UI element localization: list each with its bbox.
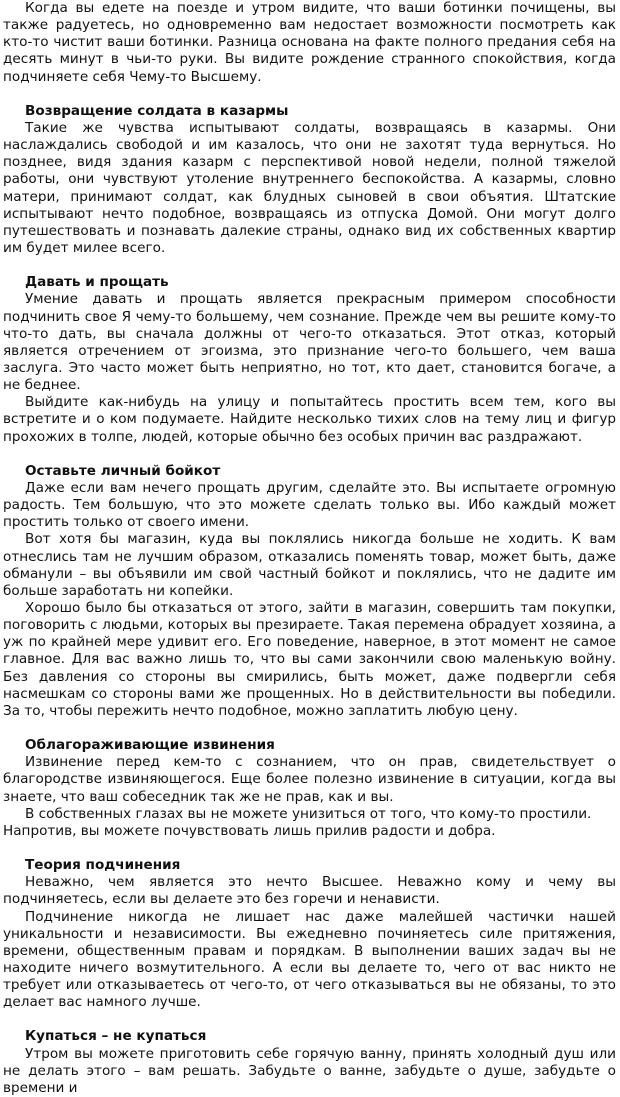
section-spacer [3, 86, 616, 103]
paragraph: Утром вы можете приготовить себе горячую ванну, принять холодный душ или не делать этого – вам решать. Забудьте о ванне, забудьте о душе, забудьте о времени и [3, 1045, 616, 1096]
paragraph: Напротив, вы можете почувствовать лишь прилив радости и добра. [3, 822, 496, 839]
paragraph: Неважно, чем является это нечто Высшее. Неважно кому и чему вы подчиняетесь, если вы делаете это без горечи и ненависти. [3, 874, 616, 908]
paragraph: Умение давать и прощать является прекрасным примером способности подчинить свое Я чему-то большему, чем сознание. Прежде чем вы решите кому-то что-то дать, вы сначала должны от чего-то отказаться. Этот отказ, который является отречением от эгоизма, это признание чего-то большего, чем ваша заслуга. Это часто может быть неприятно, но тот, кто дает, становится богаче, а не беднее. [3, 291, 616, 394]
section-heading: Теория подчинения [25, 857, 181, 874]
paragraph: Выйдите как-нибудь на улицу и попытайтесь простить всем тем, кого вы встретите и о ком подумаете. Найдите несколько тихих слов на тему лиц и фигур прохожих в толпе, людей, которые обычно без особых причин вас раздражают. [3, 394, 616, 445]
section-spacer [3, 840, 616, 857]
paragraph: Когда вы едете на поезде и утром видите, что ваши ботинки почищены, вы также радуетесь, но одновременно вам недостает возможности посмотреть как кто-то чистит ваши ботинки. Разница основана на факте полного предания себя на десять минут в чьи-то руки. Вы видите рождение странного спокойствия, когда подчиняете себя Чему-то Высшему. [3, 0, 616, 85]
section-heading: Давать и прощать [25, 274, 169, 291]
section-spacer [3, 1011, 616, 1028]
paragraph: Такие же чувства испытывают солдаты, возвращаясь в казармы. Они наслаждались свободой и им казалось, что они не захотят туда вернуться. Но позднее, видя здания казарм с перспективой новой недели, полной тяжелой работы, они чувствуют утоление внутреннего беспокойства. А казармы, словно матери, принимают солдат, как блудных сыновей в свои объятия. Штатские испытывают нечто подобное, возвращаясь из отпуска Домой. Они могут долго путешествовать и познавать далекие страны, однако вид их собственных квартир им будет милее всего. [3, 119, 616, 257]
section-heading: Облагораживающие извинения [25, 737, 275, 754]
paragraph: Извинение перед кем-то с сознанием, что он прав, свидетельствует о благородстве извиняющегося. Еще более полезно извинение в ситуации, когда вы знаете, что ваш собеседник так же не прав, как и вы. [3, 754, 616, 805]
section-spacer [3, 257, 616, 274]
section-spacer [3, 720, 616, 737]
paragraph: Подчинение никогда не лишает нас даже малейшей частички нашей уникальности и независимости. Вы ежедневно починяетесь силе притяжения, времени, общественным правам и порядкам. В выполнении ваших задач вы не находите ничего возмутительного. А если вы делаете то, чего от вас никто не требует или отказываетесь от чего-то, от чего отказываться вы не обязаны, то это делает вас намного лучше. [3, 908, 616, 1011]
paragraph: В собственных глазах вы не можете унизиться от того, что кому-то простили. [25, 805, 592, 822]
paragraph: Даже если вам нечего прощать другим, сделайте это. Вы испытаете огромную радость. Тем большую, что это можете сделать только вы. Ибо каждый может простить только от своего имени. [3, 479, 616, 531]
section-heading: Купаться – не купаться [25, 1028, 207, 1045]
section-heading: Оставьте личный бойкот [25, 462, 221, 479]
section-spacer [3, 446, 616, 463]
section-heading: Возвращение солдата в казармы [25, 102, 289, 119]
paragraph: Хорошо было бы отказаться от этого, зайти в магазин, совершить там покупки, поговорить с людьми, которых вы презираете. Такая перемена обрадует хозяина, а уж по крайней мере удивит его. Его поведение, наверное, в этот момент не самое главное. Для вас важно лишь то, что вы сами закончили свою маленькую войну. Без давления со стороны вы смирились, быть может, даже подвергли себя насмешкам со стороны вами же прощенных. Но в действительности вы победили. За то, чтобы пережить нечто подобное, можно заплатить любую цену. [3, 600, 616, 719]
paragraph: Вот хотя бы магазин, куда вы поклялись никогда больше не ходить. К вам отнеслись там не лучшим образом, отказались поменять товар, может быть, даже обманули – вы объявили им свой частный бойкот и поклялись, что не дадите им больше заработать ни копейки. [3, 531, 616, 599]
document-page [3, 0, 616, 1097]
